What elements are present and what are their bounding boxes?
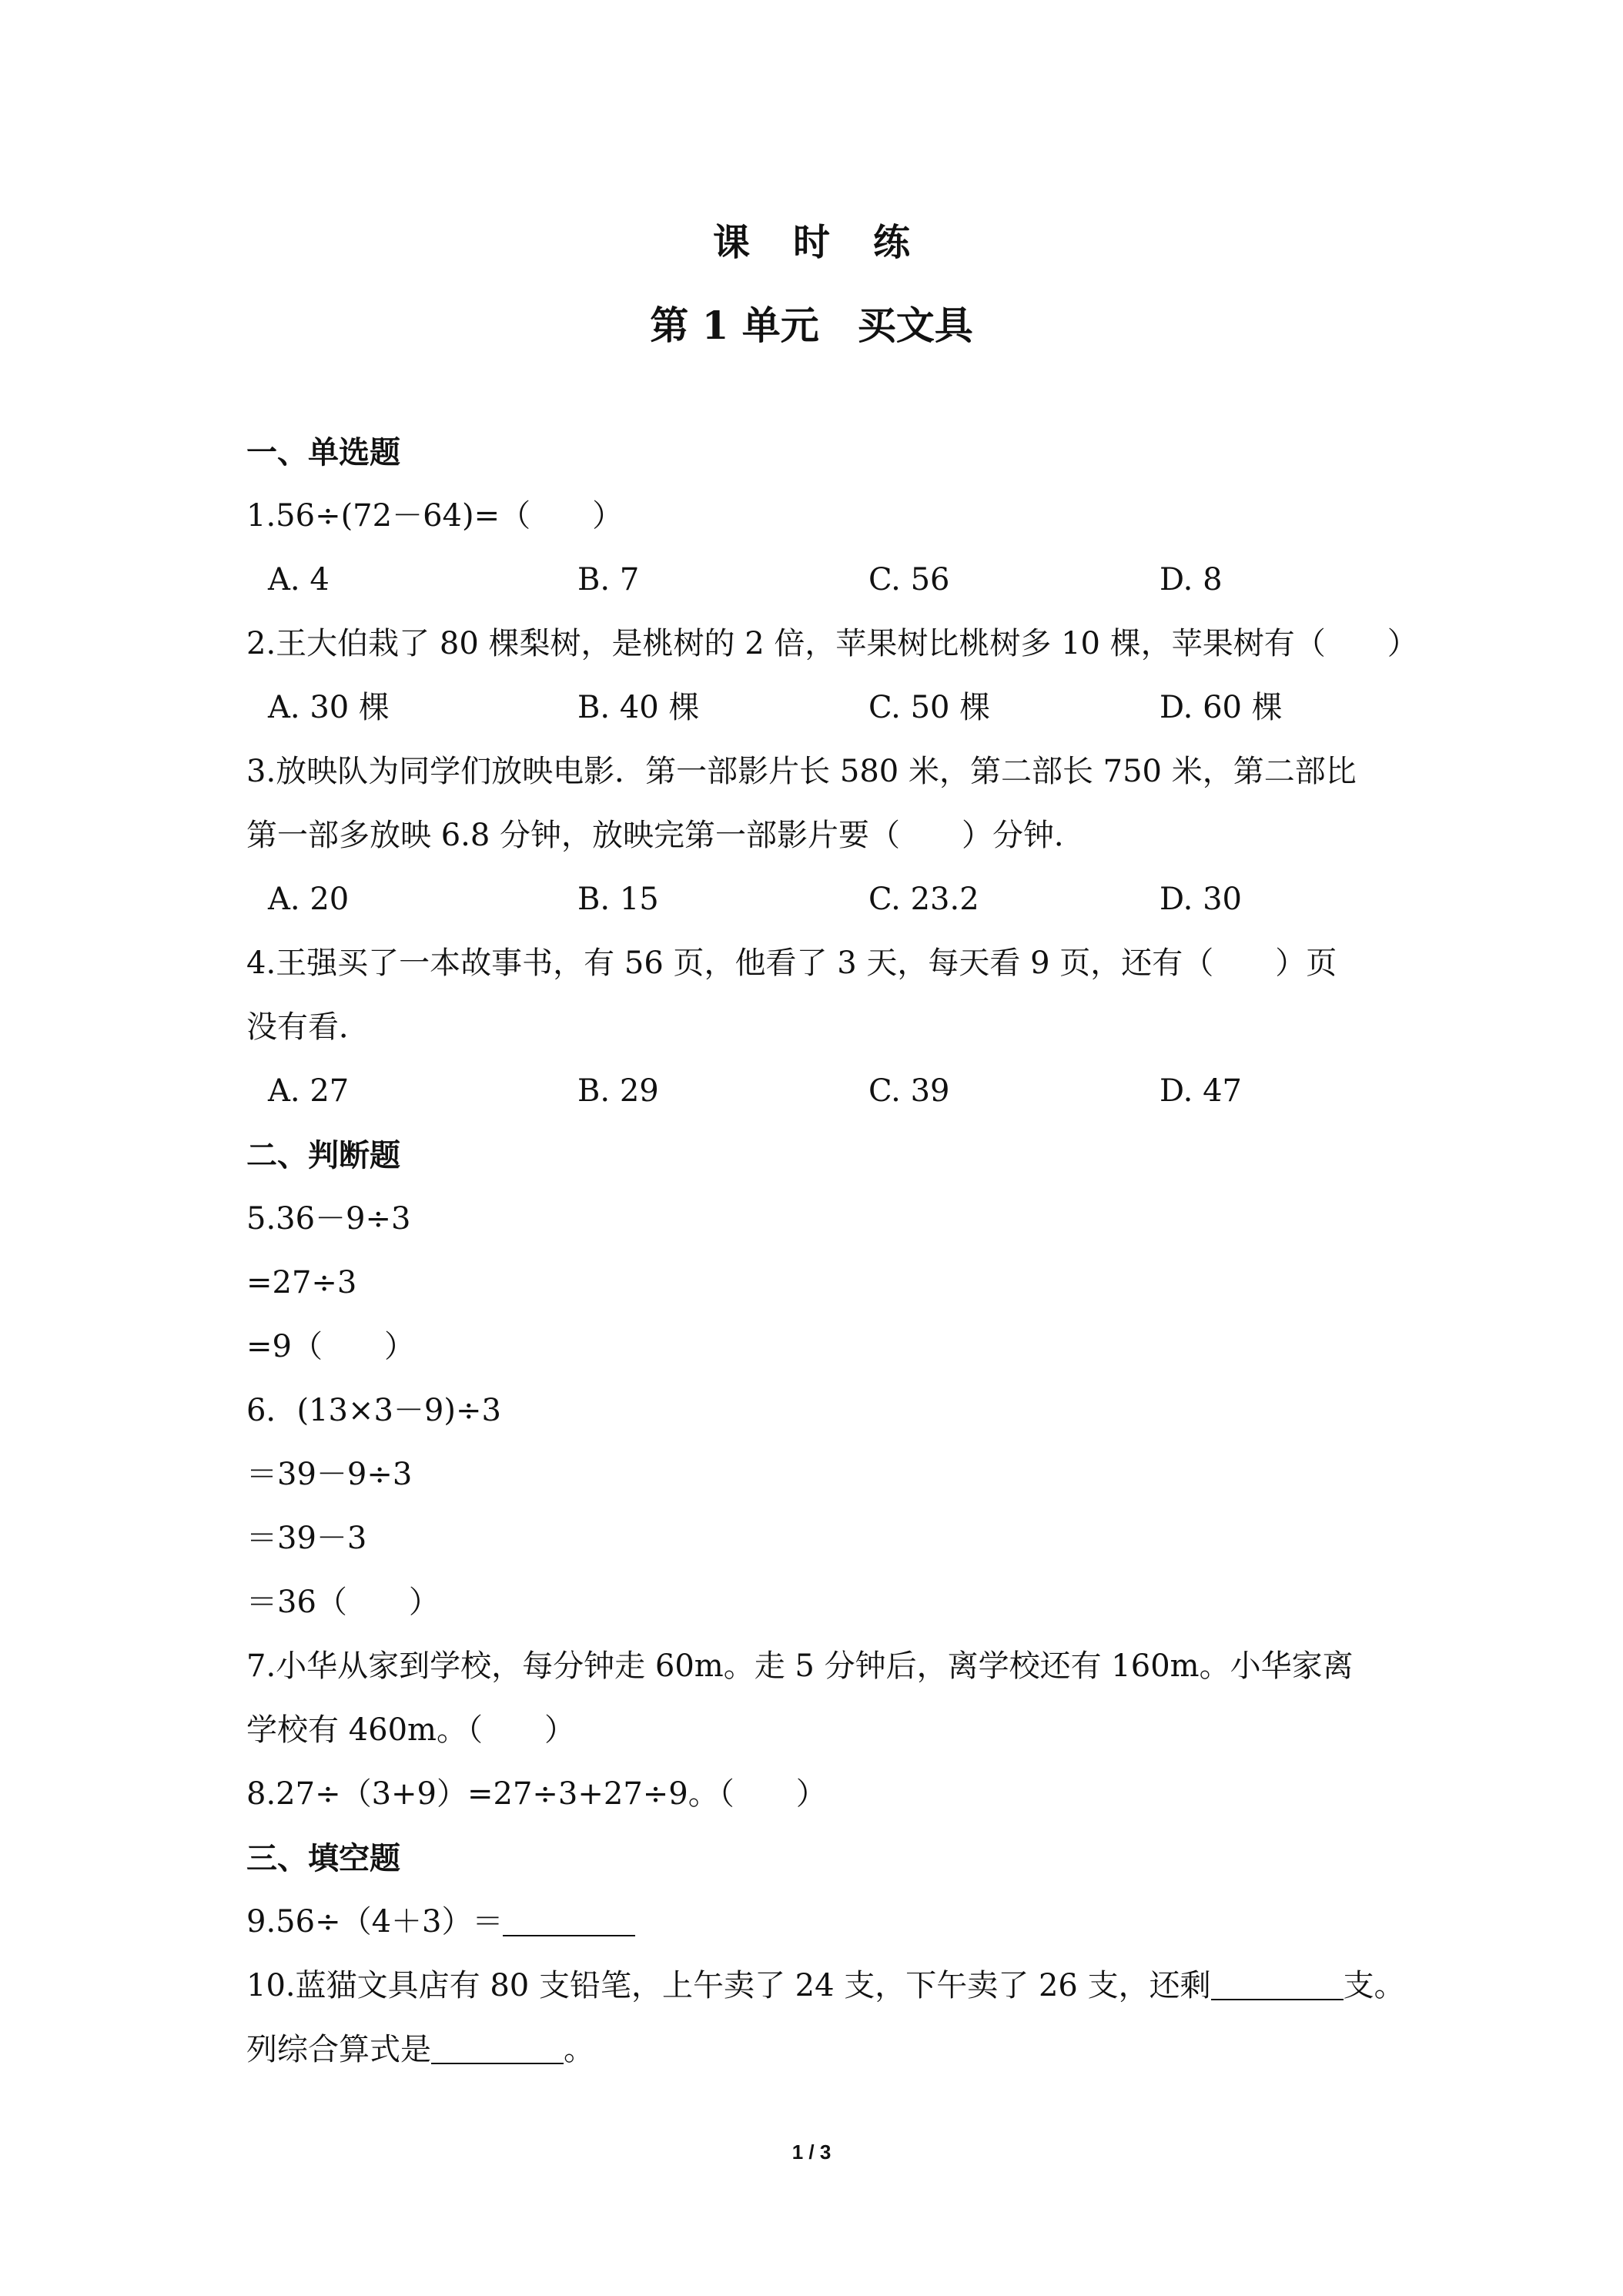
option-b: B. 40 棵 <box>577 690 700 725</box>
option-a: A. 20 <box>268 882 350 917</box>
answer-blank[interactable] <box>503 1901 635 1936</box>
option-d: D. 60 棵 <box>1160 690 1283 725</box>
option-b: B. 15 <box>577 882 659 917</box>
question-4-line-1: 4.王强买了一本故事书，有 56 页，他看了 3 天，每天看 9 页，还有（ ）页 <box>246 946 1337 981</box>
option-c: C. 23.2 <box>868 882 979 917</box>
question-6-line-3: ＝39－3 <box>246 1521 367 1556</box>
option-b: B. 29 <box>577 1073 659 1109</box>
section-heading-true-false: 二、判断题 <box>246 1137 400 1173</box>
option-a: A. 30 棵 <box>268 690 390 725</box>
option-a: A. 4 <box>268 562 330 597</box>
option-b: B. 7 <box>577 562 640 597</box>
page-subtitle: 第 1 单元 买文具 <box>650 303 973 348</box>
option-d: D. 8 <box>1160 562 1223 597</box>
question-8: 8.27÷（3+9）=27÷3+27÷9。（ ） <box>246 1776 827 1812</box>
option-a: A. 27 <box>268 1073 350 1109</box>
option-c: C. 50 棵 <box>868 690 991 725</box>
question-7-line-1: 7.小华从家到学校，每分钟走 60m。走 5 分钟后，离学校还有 160m。小华家离 <box>246 1648 1354 1684</box>
option-d: D. 30 <box>1160 882 1242 917</box>
section-heading-fill-in: 三、填空题 <box>246 1840 400 1876</box>
question-5-line-2: =27÷3 <box>246 1265 357 1300</box>
question-7-line-2: 学校有 460m。（ ） <box>246 1712 575 1748</box>
question-6-line-2: ＝39－9÷3 <box>246 1457 413 1492</box>
question-9: 9.56÷（4＋3）＝ <box>246 1890 1386 1954</box>
question-1-options <box>246 548 1386 612</box>
question-10-line-1: 10.蓝猫文具店有 80 支铅笔，上午卖了 24 支，下午卖了 26 支，还剩 支。 <box>246 1954 1386 2018</box>
worksheet-content <box>246 420 1418 2082</box>
question-10-line-2: 列综合算式是 。 <box>246 2018 1386 2082</box>
question-6-line-1: 6．(13×3－9)÷3 <box>246 1393 501 1428</box>
page-number: 1 / 3 <box>791 2140 832 2164</box>
question-3-line-2: 第一部多放映 6.8 分钟，放映完第一部影片要（ ）分钟． <box>246 818 1086 853</box>
answer-blank[interactable] <box>1211 1965 1344 2000</box>
question-3-line-1: 3.放映队为同学们放映电影．第一部影片长 580 米，第二部长 750 米，第二部比 <box>246 754 1357 789</box>
answer-blank[interactable] <box>431 2029 564 2064</box>
question-4-line-2: 没有看． <box>246 1009 370 1045</box>
question-4-options <box>246 1059 1386 1123</box>
option-d: D. 47 <box>1160 1073 1242 1109</box>
question-2-options <box>246 676 1386 740</box>
page-title: 课 时 练 <box>712 221 911 264</box>
question-3-options <box>246 868 1386 932</box>
question-5-line-1: 5.36－9÷3 <box>246 1201 411 1237</box>
option-c: C. 39 <box>868 1073 950 1109</box>
question-6-line-4: ＝36（ ） <box>246 1585 440 1620</box>
option-c: C. 56 <box>868 562 950 597</box>
question-1: 1.56÷(72－64)=（ ） <box>246 498 624 534</box>
question-2: 2.王大伯栽了 80 棵梨树，是桃树的 2 倍，苹果树比桃树多 10 棵，苹果树有（ ） <box>246 626 1418 661</box>
section-heading-single-choice: 一、单选题 <box>246 434 400 470</box>
question-5-line-3: =9（ ） <box>246 1329 415 1364</box>
